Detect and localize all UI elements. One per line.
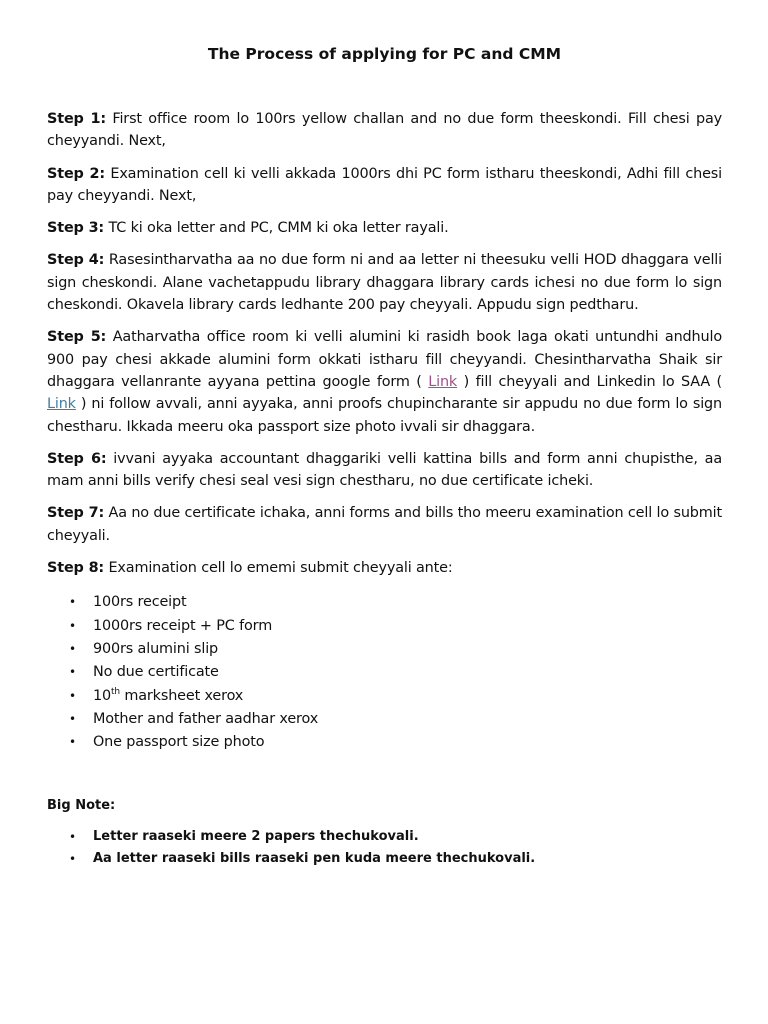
list-item: • 100rs receipt: [47, 591, 722, 614]
steps-list: [47, 108, 722, 579]
step-7: [47, 502, 722, 547]
page-title: The Process of applying for PC and CMM: [207, 45, 562, 63]
step-text: TC ki oka letter and PC, CMM ki oka letter rayali.: [104, 220, 449, 237]
bullet-icon: •: [69, 618, 76, 633]
bullet-icon: •: [69, 852, 77, 867]
step-label: Step 3:: [47, 220, 105, 237]
step-8: [47, 557, 722, 579]
big-note-heading: Big Note:: [47, 798, 116, 814]
step-5: [47, 326, 722, 437]
step-label: Step 1:: [47, 111, 106, 127]
step-text: ) fill cheyyali and Linkedin lo SAA (: [457, 373, 722, 390]
google-form-link[interactable]: Link: [428, 373, 458, 390]
bullet-icon: •: [69, 711, 76, 726]
step-text: Examination cell ki velli akkada 1000rs dhi PC form istharu theeskondi, Adhi fill chesi pay cheyyandi. Next,: [47, 165, 722, 204]
step-label: Step 2:: [47, 165, 105, 182]
big-note-list: [47, 826, 722, 870]
saa-linkedin-link[interactable]: Link: [47, 396, 76, 413]
step-text: Rasesintharvatha aa no due form ni and aa letter ni theesuku velli HOD dhaggara velli sign cheskondi. Alane vachetappudu library dhaggara library cards ichesi no due form lo sign cheskondi. Okavela library cards ledhante 200 pay cheyyali. Appudu sign pedtharu.: [47, 252, 722, 314]
bullet-icon: •: [69, 665, 76, 680]
list-item: • No due certificate: [47, 661, 722, 684]
step-label: Step 5:: [47, 329, 107, 346]
step-3: [47, 217, 722, 239]
note-item: • Aa letter raaseki bills raaseki pen kuda meere thechukovali.: [47, 848, 722, 870]
note-item: • Letter raaseki meere 2 papers thechukovali.: [47, 826, 722, 848]
list-item: • One passport size photo: [47, 731, 722, 754]
bullet-icon: •: [69, 595, 76, 610]
step-text: ) ni follow avvali, anni ayyaka, anni proofs chupincharante sir appudu no due form lo sign chestharu. Ikkada meeru oka passport size photo ivvali sir dhaggara.: [47, 396, 722, 435]
step-text: Aa no due certificate ichaka, anni forms and bills tho meeru examination cell lo submit cheyyali.: [47, 505, 722, 544]
step-label: Step 7:: [47, 505, 105, 522]
step-label: Step 8:: [47, 560, 105, 577]
bullet-icon: •: [69, 641, 76, 656]
submit-items-list: [47, 591, 722, 754]
step-text: Examination cell lo ememi submit cheyyali ante:: [104, 560, 453, 577]
step-label: Step 6:: [47, 450, 107, 467]
list-item: • 10th marksheet xerox: [47, 685, 722, 708]
step-2: [47, 163, 722, 208]
step-4: [47, 249, 722, 316]
step-text: Aatharvatha office room ki velli alumini ki rasidh book laga okati untundhi andhulo 900 pay chesi akkade alumini form okkati istharu fill cheyyandi. Chesintharvatha Shaik sir dhaggara vellanrante ayyana pettina google form (: [47, 329, 722, 390]
step-text: First office room lo 100rs yellow challan and no due form theeskondi. Fill chesi pay cheyyandi. Next,: [47, 111, 722, 150]
list-item: • 900rs alumini slip: [47, 638, 722, 661]
document-page: [47, 42, 722, 870]
bullet-icon: •: [69, 688, 76, 703]
step-label: Step 4:: [47, 252, 105, 269]
step-text: ivvani ayyaka accountant dhaggariki velli kattina bills and form anni chupisthe, aa mam anni bills verify chesi seal vesi sign chestharu, no due certificate icheki.: [47, 450, 722, 490]
bullet-icon: •: [69, 735, 76, 750]
step-6: [47, 448, 722, 493]
step-1: [47, 108, 722, 153]
list-item: • 1000rs receipt + PC form: [47, 615, 722, 638]
ordinal-suffix: th: [111, 686, 120, 697]
bullet-icon: •: [69, 830, 77, 845]
list-item: • Mother and father aadhar xerox: [47, 708, 722, 731]
